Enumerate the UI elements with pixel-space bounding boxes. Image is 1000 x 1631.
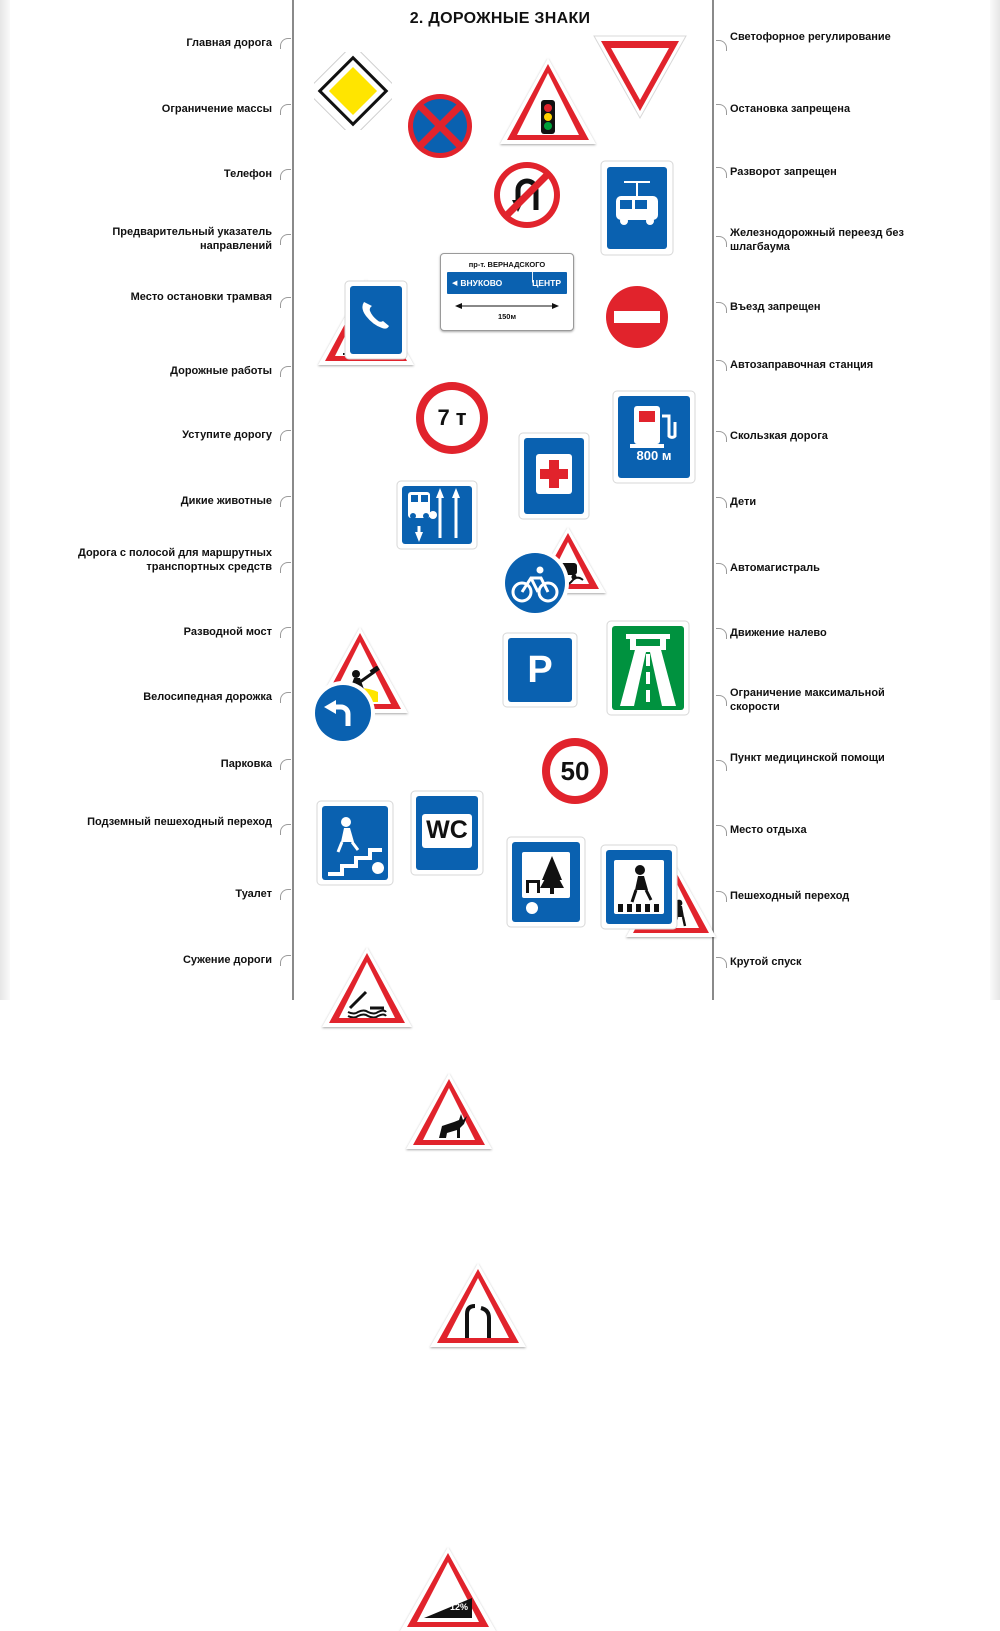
direction-board-distance: 150м xyxy=(497,312,517,321)
give-way-sign xyxy=(592,32,688,120)
left-separator xyxy=(292,0,294,1000)
rest-area-sign xyxy=(506,836,586,928)
bicycle-path-sign xyxy=(500,548,570,618)
leader-tick xyxy=(716,431,727,442)
label-deti: Дети xyxy=(730,496,757,508)
label-peshehodnyy-perehod: Пешеходный переход xyxy=(730,890,850,902)
traffic-signal-ahead-sign xyxy=(500,55,596,141)
no-entry-sign xyxy=(602,282,672,352)
label-ogranichenie-massy: Ограничение массы xyxy=(161,103,272,115)
leader-tick xyxy=(716,957,727,968)
leader-tick xyxy=(280,496,291,507)
bus-lane-road-sign xyxy=(396,480,478,550)
priority-road-sign xyxy=(314,52,392,130)
direction-board-left-text: ВНУКОВО xyxy=(460,278,503,288)
mass-limit-value: 7 т xyxy=(437,405,467,430)
deer-icon xyxy=(406,1110,492,1140)
left-frame xyxy=(0,0,10,1000)
leader-tick xyxy=(280,955,291,966)
tram-stop-sign xyxy=(600,160,674,256)
road-narrows-sign xyxy=(430,1260,526,1344)
leader-tick xyxy=(716,104,727,115)
label-podzemnyy-perehod: Подземный пешеходный переход xyxy=(87,816,272,828)
label-svetofornoe-regulirovanie: Светофорное регулирование xyxy=(730,31,891,43)
leader-tick xyxy=(280,889,291,900)
leader-tick xyxy=(280,366,291,377)
right-separator xyxy=(712,0,714,1000)
pedestrian-crossing-sign xyxy=(600,844,678,930)
traffic-light-icon xyxy=(500,101,596,135)
label-ogranichenie-skorosti: Ограничение максимальной скорости xyxy=(730,687,885,713)
label-tualet: Туалет xyxy=(235,888,272,900)
turn-left-sign xyxy=(310,680,376,746)
leader-tick xyxy=(280,234,291,245)
label-doroga-s-polosoy: Дорога с полосой для маршрутных транспортных средств xyxy=(77,547,272,573)
leader-tick xyxy=(716,760,727,771)
direction-board-top-text: пр-т. ВЕРНАДСКОГО xyxy=(468,260,546,269)
label-razvorot-zapreshen: Разворот запрещен xyxy=(730,166,837,178)
steep-descent-icon xyxy=(400,1586,496,1620)
page-title: 2. ДОРОЖНЫЕ ЗНАКИ xyxy=(409,10,591,27)
leader-tick xyxy=(716,360,727,371)
leader-tick xyxy=(280,297,291,308)
leader-tick xyxy=(280,38,291,49)
leader-tick xyxy=(716,628,727,639)
leader-tick xyxy=(716,891,727,902)
label-zhd-pereezd-bez-shlagbauma: Железнодорожный переезд без шлагбаума xyxy=(730,227,904,253)
label-ostanovka-zaprehena: Остановка запрещена xyxy=(730,103,851,115)
label-skolzkaya-doroga: Скользкая дорога xyxy=(730,430,828,442)
movable-bridge-sign xyxy=(322,944,412,1024)
leader-tick xyxy=(716,695,727,706)
medical-aid-sign xyxy=(518,432,590,520)
parking-sign xyxy=(502,632,578,708)
underground-crossing-sign xyxy=(316,800,394,886)
leader-tick xyxy=(716,167,727,178)
leader-tick xyxy=(716,236,727,247)
label-razvodnoy-most: Разводной мост xyxy=(183,626,272,638)
label-krutoy-spusk: Крутой спуск xyxy=(730,956,802,968)
leader-tick xyxy=(280,627,291,638)
movable-bridge-icon xyxy=(322,986,412,1018)
label-mesto-ostanovki-tramvaya: Место остановки трамвая xyxy=(130,291,272,303)
speed-limit-value: 50 xyxy=(560,755,590,786)
label-punkt-medicinskoy-pomoshi: Пункт медицинской помощи xyxy=(730,752,885,764)
leader-tick xyxy=(280,562,291,573)
leader-tick xyxy=(280,824,291,835)
gas-station-distance: 800 м xyxy=(636,448,672,463)
leader-tick xyxy=(280,692,291,703)
leader-tick xyxy=(280,169,291,180)
label-dvizhenie-nalevo: Движение налево xyxy=(730,627,827,639)
no-stopping-sign xyxy=(404,90,476,162)
leader-tick xyxy=(716,302,727,313)
label-dikie-zhivotnye: Дикие животные xyxy=(180,495,272,507)
speed-limit-sign xyxy=(538,734,612,808)
right-frame xyxy=(990,0,1000,1000)
leader-tick xyxy=(716,40,727,51)
steep-descent-value: 12% xyxy=(450,1602,469,1612)
label-parkovka: Парковка xyxy=(220,758,272,770)
leader-tick xyxy=(280,759,291,770)
label-predvaritelnyy-ukazatel: Предварительный указатель направлений xyxy=(112,226,272,252)
motorway-sign xyxy=(606,620,690,716)
no-u-turn-sign xyxy=(490,158,564,232)
gas-station-sign xyxy=(612,390,696,484)
direction-board-sign: пр-т. ВЕРНАДСКОГО ◀ ВНУКОВО ЦЕНТР | 150м xyxy=(440,253,574,331)
steep-descent-sign xyxy=(400,1544,496,1628)
label-vezd-zapreshen: Въезд запрещен xyxy=(730,301,821,313)
label-suzhenie-dorogi: Сужение дороги xyxy=(182,954,272,966)
leader-tick xyxy=(716,825,727,836)
label-ustupite-dorogu: Уступите дорогу xyxy=(182,429,272,441)
leader-tick xyxy=(280,430,291,441)
direction-board-right-text: ЦЕНТР xyxy=(532,278,561,288)
parking-letter: P xyxy=(527,648,553,691)
label-dorozhnye-raboty: Дорожные работы xyxy=(170,365,272,377)
label-telefon: Телефон xyxy=(223,168,272,180)
mass-limit-sign xyxy=(412,378,492,458)
leader-tick xyxy=(280,104,291,115)
leader-tick xyxy=(716,497,727,508)
label-velosipednaya-dorozhka: Велосипедная дорожка xyxy=(143,691,272,703)
label-glavnaya-doroga: Главная дорога xyxy=(186,37,272,49)
wild-animals-sign xyxy=(406,1070,492,1146)
telephone-sign xyxy=(344,280,408,360)
road-narrows-icon xyxy=(430,1304,526,1338)
wc-sign xyxy=(410,790,484,876)
leader-tick xyxy=(716,563,727,574)
label-avtomagistral: Автомагистраль xyxy=(730,562,820,574)
label-avtozapravochnaya-stanciya: Автозаправочная станция xyxy=(730,359,874,371)
label-mesto-otdyha: Место отдыха xyxy=(730,824,807,836)
arrow-left-icon: ◀ xyxy=(452,280,458,287)
wc-label: WC xyxy=(426,816,468,844)
